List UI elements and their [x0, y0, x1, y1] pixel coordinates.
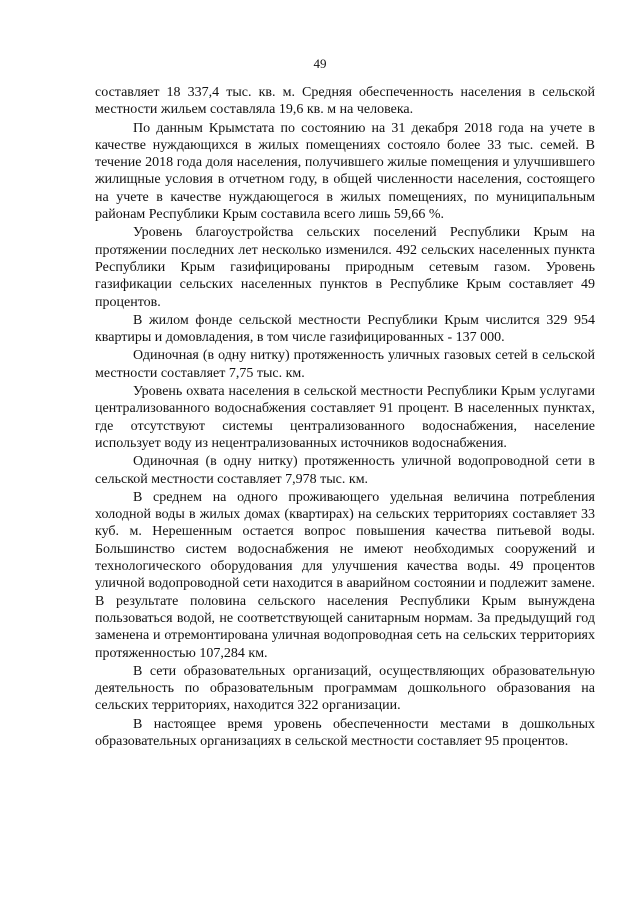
paragraph-10: В настоящее время уровень обеспеченности местами в дошкольных образовательных организациях в сельской местности составляет 95 процентов. — [95, 716, 595, 749]
paragraph-7: Одиночная (в одну нитку) протяженность уличной водопроводной сети в сельской местности составляет 7,978 тыс. км. — [95, 454, 595, 487]
document-body — [95, 84, 595, 750]
paragraph-5: Одиночная (в одну нитку) протяженность уличных газовых сетей в сельской местности составляет 7,75 тыс. км. — [95, 348, 595, 381]
paragraph-9: В сети образовательных организаций, осуществляющих образовательную деятельность по образовательным программам дошкольного образования на сельских территориях, находится 322 организации. — [95, 663, 595, 714]
paragraph-4: В жилом фонде сельской местности Республики Крым числится 329 954 квартиры и домовладения, в том числе газифицированных - 137 000. — [95, 312, 595, 346]
paragraph-8: В среднем на одного проживающего удельная величина потребления холодной воды в жилых домах (квартирах) на сельских территориях составляет 33 куб. м. Нерешенным остается вопрос повышения качества питьевой воды. Большинство систем водоснабжения не имеют необходимых сооружений и технологического оборудования для улучшения качества воды. 49 процентов уличной водопроводной сети находится в аварийном состоянии и подлежит замене. В результате половина сельского населения Республики Крым вынуждена пользоваться водой, не соответствующей санитарным нормам. За предыдущий год заменена и отремонтирована уличная водопроводная сеть на сельских территориях протяженностью 107,284 км. — [95, 489, 595, 661]
paragraph-2: По данным Крымстата по состоянию на 31 декабря 2018 года на учете в качестве нуждающихся в жилых помещениях состояло более 33 тыс. семей. В течение 2018 года доля населения, получившего жилые помещения и улучшившего жилищные условия в отчетном году, в общей численности населения, состоящего на учете в качестве нуждающегося в жилых помещениях, по муниципальным районам Республики Крым составила всего лишь 59,66 %. — [95, 120, 595, 223]
paragraph-6: Уровень охвата населения в сельской местности Республики Крым услугами централизованного водоснабжения составляет 91 процент. В населенных пунктах, где отсутствуют системы централизованного водоснабжения, население использует воду из нецентрализованных источников водоснабжения. — [95, 384, 595, 451]
paragraph-1: составляет 18 337,4 тыс. кв. м. Средняя обеспеченность населения в сельской местности жильем составляла 19,6 кв. м на человека. — [95, 85, 595, 118]
page-number: 49 — [313, 56, 327, 71]
paragraph-3: Уровень благоустройства сельских поселений Республики Крым на протяжении последних лет несколько изменился. 492 сельских населенных пункта Республики Крым газифицированы природным сетевым газом. Уровень газификации сельских населенных пунктов в Республике Крым составляет 49 процентов. — [95, 225, 595, 310]
